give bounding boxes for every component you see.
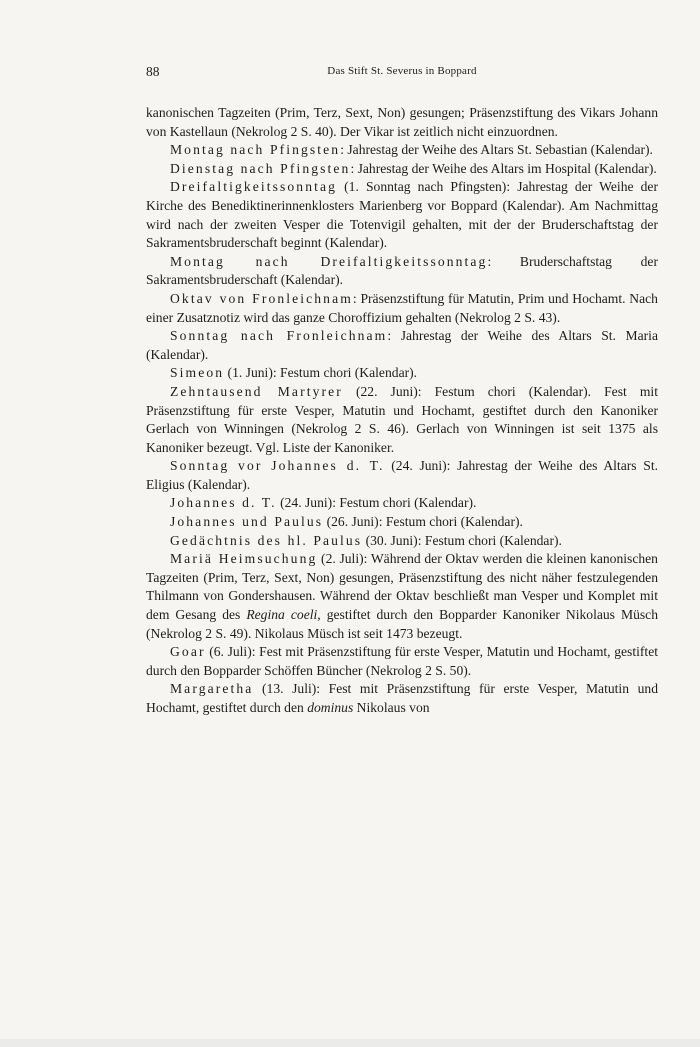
entry-montag-nach-pfingsten: Montag nach Pfingsten: Jahrestag der Weihe des Altars St. Sebastian (Kalendar). (170, 142, 653, 158)
italic-text: Regina coeli, (246, 607, 321, 623)
entry-term: Johannes d. T. (170, 495, 277, 511)
entry-term: Dienstag nach Pfingsten (170, 160, 351, 176)
entry-term: Montag nach Dreifaltigkeitssonntag (170, 253, 488, 269)
entry-oktav-von-fronleichnam: Oktav von Fronleichnam: Präsenzstiftung für Matutin, Prim und Hochamt. Nach einer Zusatznotiz wird das ganze Choroffizium gehalten (Nekrolog 2 S. 43). (146, 290, 658, 325)
entry-simeon: Simeon (1. Juni): Festum chori (Kalendar). (170, 365, 418, 381)
entry-term: Montag nach Pfingsten (170, 142, 341, 158)
entry-margaretha: Margaretha (13. Juli): Fest mit Präsenzstiftung für erste Vesper, Matutin und Hochamt, gestiftet durch den dominus Nikolaus von (146, 681, 658, 715)
entry-dreifaltigkeitssonntag: Dreifaltigkeitssonntag (1. Sonntag nach Pfingsten): Jahrestag der Weihe der Kirche des Benediktinerinnenklosters Marienberg vor Boppard (Kalendar). Am Nachmittag wird nach der zweiten Vesper die Totenvigil gehalten, mit der der Bruderschaftstag der Sakramentsbruderschaft beginnt (Kalendar). (146, 179, 658, 251)
entry-term: Simeon (170, 365, 225, 381)
entry-term: Zehntausend Martyrer (170, 383, 343, 399)
entry-term: Sonntag nach Fronleichnam (170, 328, 388, 344)
entry-montag-nach-dreifaltigkeitssonntag: Montag nach Dreifaltigkeitssonntag: Bruderschaftstag der Sakramentsbruderschaft (Kalendar). (146, 253, 658, 288)
entry-sonntag-nach-fronleichnam: Sonntag nach Fronleichnam: Jahrestag der Weihe des Altars St. Maria (Kalendar). (146, 328, 658, 362)
entry-goar: Goar (6. Juli): Fest mit Präsenzstiftung für erste Vesper, Matutin und Hochamt, gestiftet durch den Bopparder Schöffen Büncher (Nekrolog 2 S. 50). (146, 644, 658, 678)
entry-term: Margaretha (170, 681, 254, 697)
page-number: 88 (146, 64, 160, 79)
entry-term: Goar (170, 644, 206, 660)
entry-sonntag-vor-johannes: Sonntag vor Johannes d. T. (24. Juni): Jahrestag der Weihe des Altars St. Eligius (Kalendar). (146, 458, 658, 492)
entry-term: Oktav von Fronleichnam (170, 290, 353, 306)
entry-johannes-und-paulus: Johannes und Paulus (26. Juni): Festum chori (Kalendar). (170, 514, 523, 530)
body-text (146, 104, 658, 718)
italic-text: dominus (307, 700, 354, 715)
entry-term: Sonntag vor Johannes d. T. (170, 458, 385, 474)
scan-bottom-edge (0, 1039, 700, 1047)
entry-mariae-heimsuchung: Mariä Heimsuchung (2. Juli): Während der Oktav werden die kleinen kanonischen Tagzeiten (Prim, Terz, Sext, Non) gesungen, Präsenzstiftung des nicht näher festzulegenden Thilmann von Gondershausen. Während der Oktav beschließt man Vesper und Komplet mit dem Gesang des Regina coeli, gestiftet durch den Bopparder Kanoniker Nikolaus Müsch (Nekrolog 2 S. 49). Nikolaus Müsch ist seit 1473 bezeugt. (146, 551, 658, 641)
entry-dienstag-nach-pfingsten: Dienstag nach Pfingsten: Jahrestag der Weihe des Altars im Hospital (Kalendar). (170, 160, 657, 176)
paragraph-continuation: kanonischen Tagzeiten (Prim, Terz, Sext, Non) gesungen; Präsenzstiftung des Vikars Johann von Kastellaun (Nekrolog 2 S. 40). Der Vikar ist zeitlich nicht einzuordnen. (146, 105, 658, 139)
entry-term: Johannes und Paulus (170, 514, 324, 530)
entry-term: Dreifaltigkeitssonntag (170, 179, 338, 195)
entry-gedaechtnis-paulus: Gedächtnis des hl. Paulus (30. Juni): Festum chori (Kalendar). (170, 532, 562, 548)
entry-term: Gedächtnis des hl. Paulus (170, 532, 363, 548)
page-header (146, 64, 658, 86)
entry-term: Mariä Heimsuchung (170, 551, 318, 567)
entry-zehntausend-martyrer: Zehntausend Martyrer (22. Juni): Festum chori (Kalendar). Fest mit Präsenzstiftung für erste Vesper, Matutin und Hochamt, gestiftet durch den Kanoniker Gerlach von Winningen (Nekrolog 2 S. 46). Gerlach von Winningen ist seit 1375 als Kanoniker bezeugt. Vgl. Liste der Kanoniker. (146, 383, 658, 455)
entry-johannes-d-t: Johannes d. T. (24. Juni): Festum chori (Kalendar). (170, 495, 477, 511)
running-title: Das Stift St. Severus in Boppard (327, 65, 477, 77)
